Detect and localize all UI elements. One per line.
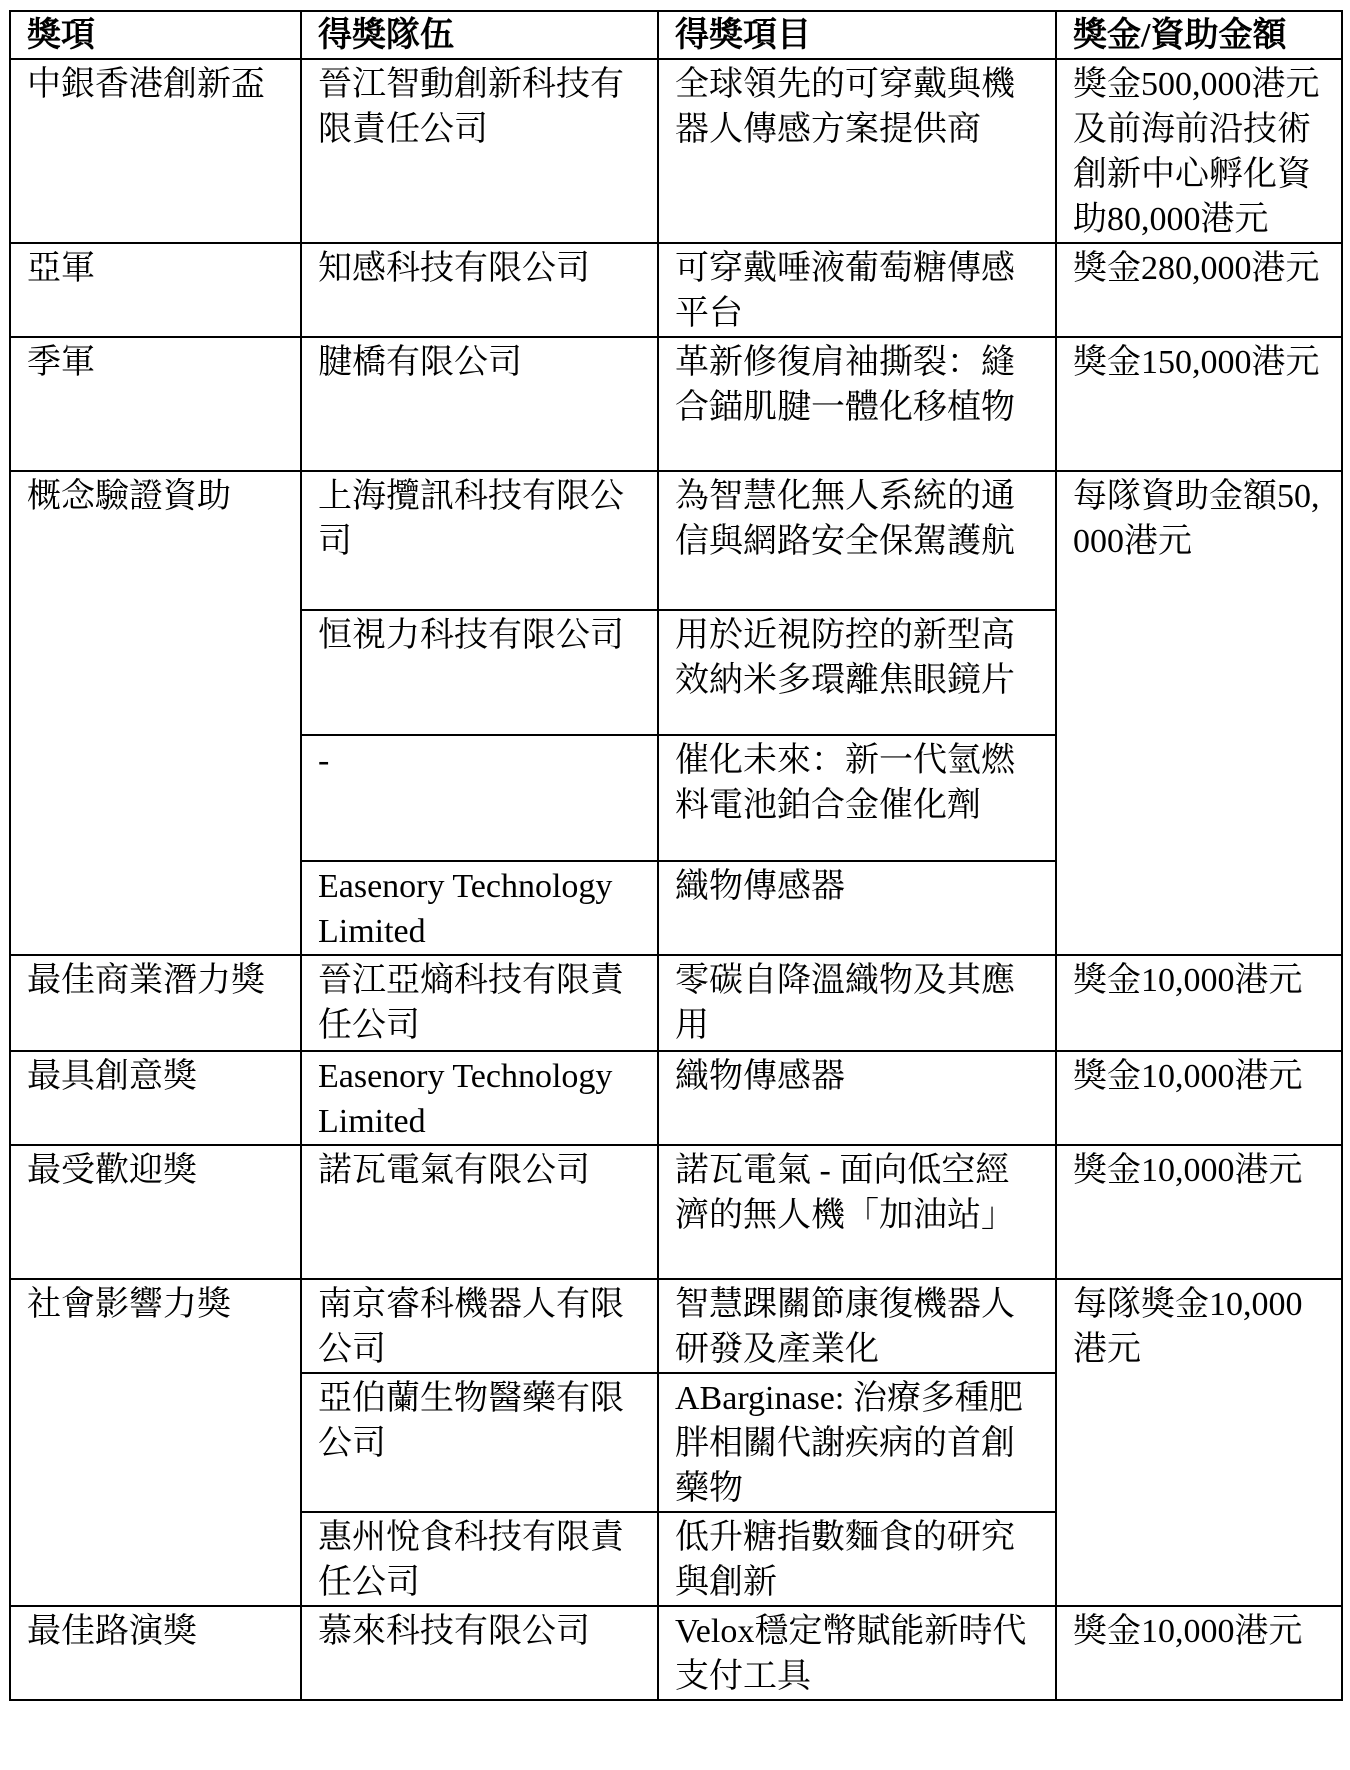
team-name: 慕來科技有限公司	[318, 1613, 590, 1650]
team-name: 晉江智動創新科技有限責任公司	[318, 66, 624, 148]
project-name: 零碳自降溫織物及其應用	[675, 962, 1015, 1044]
award-cell	[10, 59, 301, 243]
team-name: 南京睿科機器人有限公司	[318, 1286, 624, 1368]
prize-amount: 獎金500,000港元及前海前沿技術創新中心孵化資助80,000港元	[1073, 66, 1320, 238]
team-cell	[301, 471, 658, 610]
project-name: 全球領先的可穿戴與機器人傳感方案提供商	[675, 66, 1015, 148]
project-name: 催化未來：新一代氫燃料電池鉑合金催化劑	[675, 742, 1015, 824]
team-name: 恒視力科技有限公司	[318, 617, 624, 654]
header-award: 獎項	[10, 11, 301, 59]
team-name: 腱橋有限公司	[318, 344, 522, 381]
header-project: 得獎項目	[658, 11, 1056, 59]
award-name: 概念驗證資助	[27, 478, 231, 515]
award-name: 最佳商業潛力獎	[27, 962, 265, 999]
project-name: 織物傳感器	[675, 868, 845, 905]
project-name: 用於近視防控的新型高效納米多環離焦眼鏡片	[675, 617, 1015, 699]
awards-table	[9, 10, 1343, 1701]
award-name: 最具創意獎	[27, 1058, 197, 1095]
award-cell	[10, 471, 301, 955]
project-cell	[658, 610, 1056, 735]
team-name: 上海攬訊科技有限公司	[318, 478, 624, 560]
award-cell	[10, 1051, 301, 1145]
team-cell	[301, 1512, 658, 1606]
project-name: ABarginase: 治療多種肥胖相關代謝疾病的首創藥物	[675, 1380, 1023, 1507]
prize-cell	[1056, 337, 1342, 471]
table-row	[10, 337, 1342, 471]
project-name: 可穿戴唾液葡萄糖傳感平台	[675, 250, 1015, 332]
table-header-row	[10, 11, 1342, 59]
project-name: 低升糖指數麵食的研究與創新	[675, 1519, 1015, 1601]
award-name: 亞軍	[27, 250, 95, 287]
prize-amount: 獎金150,000港元	[1073, 344, 1320, 381]
award-cell	[10, 1145, 301, 1279]
project-cell	[658, 1145, 1056, 1279]
team-cell	[301, 337, 658, 471]
prize-cell	[1056, 1279, 1342, 1606]
award-name: 中銀香港創新盃	[27, 66, 265, 103]
prize-amount: 獎金10,000港元	[1073, 962, 1303, 999]
team-name: Easenory Technology Limited	[318, 1058, 621, 1140]
team-cell	[301, 59, 658, 243]
team-cell	[301, 610, 658, 735]
project-cell	[658, 955, 1056, 1051]
project-name: 織物傳感器	[675, 1058, 845, 1095]
award-cell	[10, 243, 301, 337]
prize-cell	[1056, 955, 1342, 1051]
team-name: 晉江亞熵科技有限責任公司	[318, 962, 624, 1044]
project-name: 智慧踝關節康復機器人研發及產業化	[675, 1286, 1015, 1368]
project-name: 革新修復肩袖撕裂：縫合錨肌腱一體化移植物	[675, 344, 1015, 426]
prize-cell	[1056, 1145, 1342, 1279]
award-name: 社會影響力獎	[27, 1286, 231, 1323]
prize-amount: 獎金10,000港元	[1073, 1152, 1303, 1189]
table-row	[10, 243, 1342, 337]
team-cell	[301, 735, 658, 861]
award-cell	[10, 1279, 301, 1606]
team-cell	[301, 861, 658, 955]
project-cell	[658, 1512, 1056, 1606]
project-name: 諾瓦電氣 - 面向低空經濟的無人機「加油站」	[675, 1152, 1015, 1234]
team-name: 惠州悅食科技有限責任公司	[318, 1519, 624, 1601]
award-name: 季軍	[27, 344, 95, 381]
award-cell	[10, 337, 301, 471]
project-name: Velox穩定幣賦能新時代支付工具	[675, 1613, 1027, 1695]
project-name: 為智慧化無人系統的通信與網路安全保駕護航	[675, 478, 1015, 560]
team-name: Easenory Technology Limited	[318, 868, 621, 950]
prize-cell	[1056, 471, 1342, 955]
project-cell	[658, 735, 1056, 861]
team-name: 知感科技有限公司	[318, 250, 590, 287]
team-cell	[301, 243, 658, 337]
project-cell	[658, 243, 1056, 337]
team-name: 諾瓦電氣有限公司	[318, 1152, 590, 1189]
table-row	[10, 1051, 1342, 1145]
project-cell	[658, 59, 1056, 243]
prize-cell	[1056, 59, 1342, 243]
table-row	[10, 471, 1342, 610]
award-cell	[10, 955, 301, 1051]
team-cell	[301, 1279, 658, 1373]
team-cell	[301, 1051, 658, 1145]
team-name: 亞伯蘭生物醫藥有限公司	[318, 1380, 624, 1462]
team-cell	[301, 955, 658, 1051]
table-row	[10, 1145, 1342, 1279]
prize-cell	[1056, 1051, 1342, 1145]
award-name: 最佳路演獎	[27, 1613, 197, 1650]
prize-cell	[1056, 243, 1342, 337]
team-name: -	[318, 742, 330, 779]
project-cell	[658, 337, 1056, 471]
project-cell	[658, 1279, 1056, 1373]
team-cell	[301, 1373, 658, 1512]
prize-amount: 獎金10,000港元	[1073, 1058, 1303, 1095]
project-cell	[658, 1373, 1056, 1512]
header-prize: 獎金/資助金額	[1056, 11, 1342, 59]
team-cell	[301, 1606, 658, 1700]
project-cell	[658, 471, 1056, 610]
team-cell	[301, 1145, 658, 1279]
prize-amount: 每隊資助金額50,000港元	[1073, 478, 1320, 560]
table-row	[10, 59, 1342, 243]
award-cell	[10, 1606, 301, 1700]
table-row	[10, 955, 1342, 1051]
project-cell	[658, 861, 1056, 955]
project-cell	[658, 1606, 1056, 1700]
award-name: 最受歡迎獎	[27, 1152, 197, 1189]
header-team: 得獎隊伍	[301, 11, 658, 59]
prize-amount: 獎金10,000港元	[1073, 1613, 1303, 1650]
table-row	[10, 1279, 1342, 1373]
prize-amount: 獎金280,000港元	[1073, 250, 1320, 287]
project-cell	[658, 1051, 1056, 1145]
prize-amount: 每隊獎金10,000港元	[1073, 1286, 1303, 1368]
table-row	[10, 1606, 1342, 1700]
prize-cell	[1056, 1606, 1342, 1700]
